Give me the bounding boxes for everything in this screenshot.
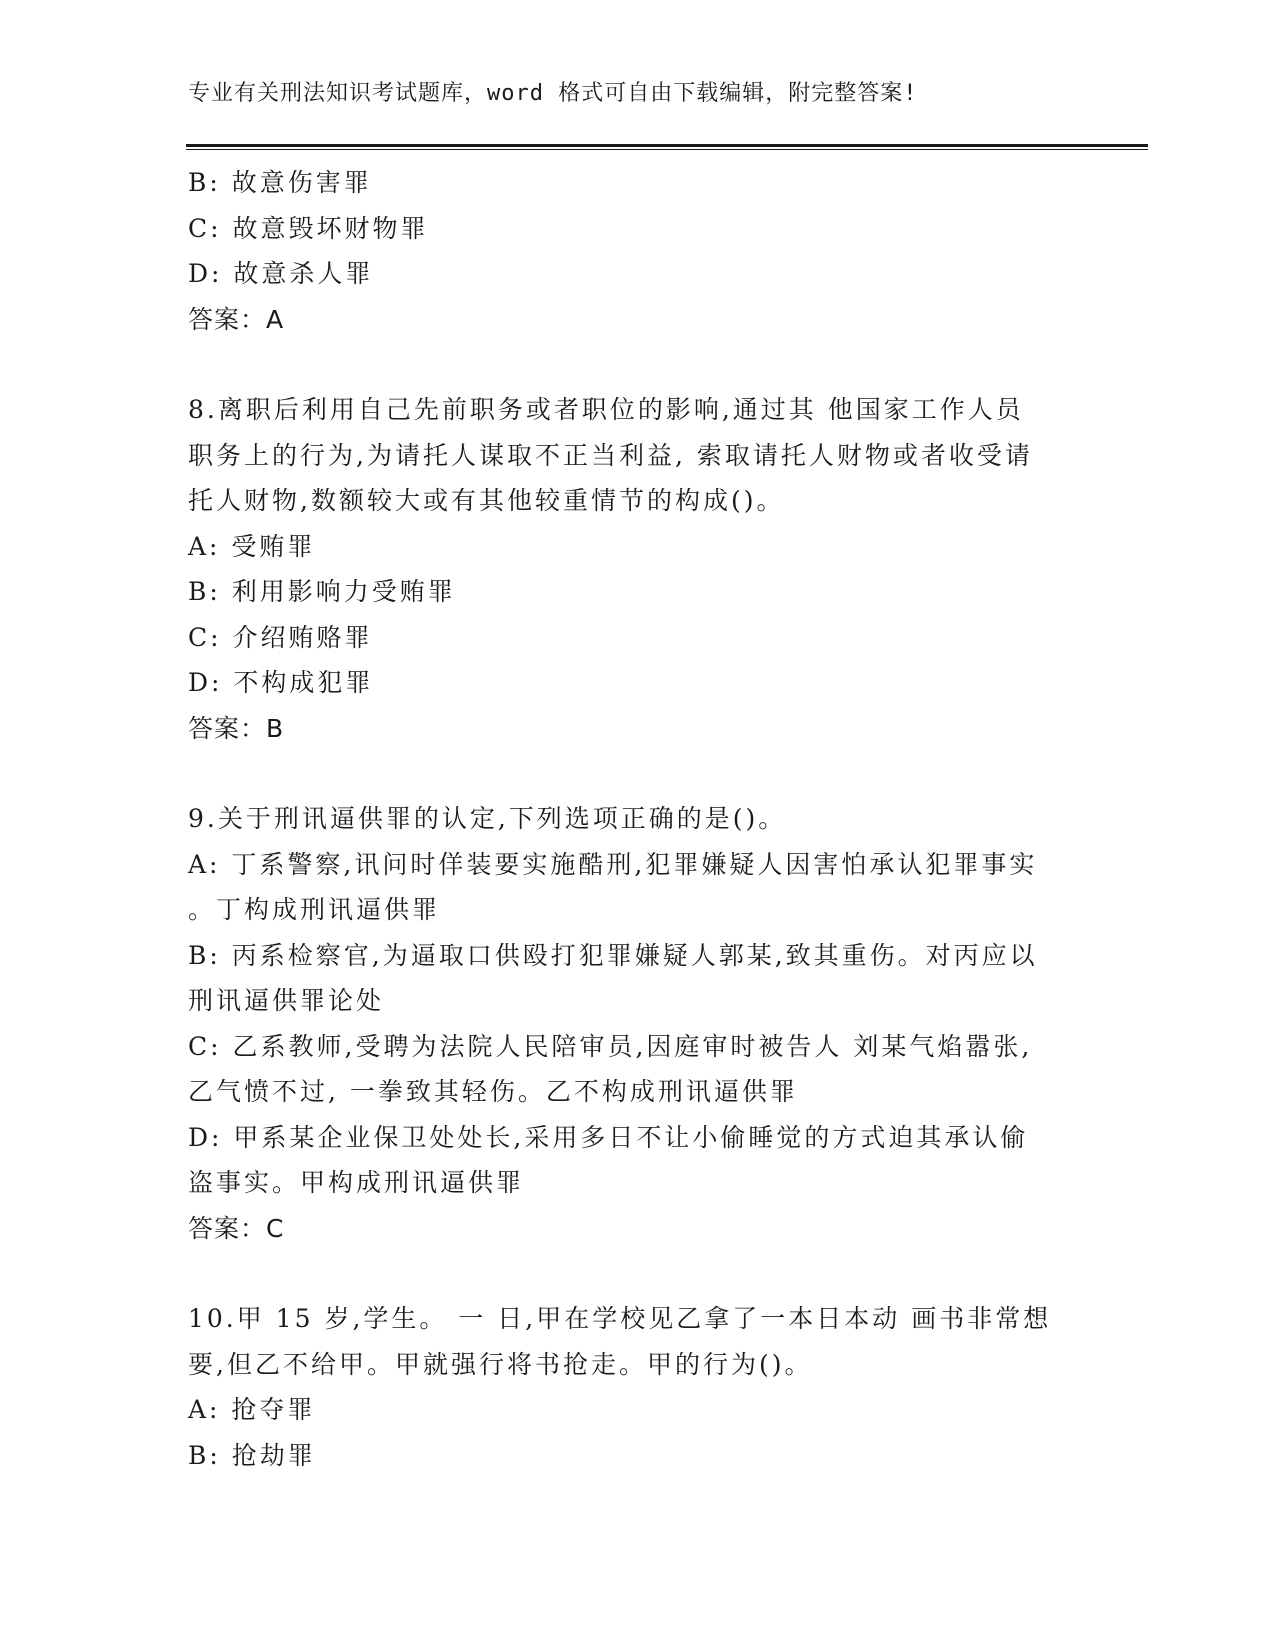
answer-line: 答案：B xyxy=(188,713,285,743)
header-rule-thick xyxy=(186,144,1148,147)
question-line: 要,但乙不给甲。甲就强行将书抢走。甲的行为()。 xyxy=(188,1349,813,1379)
question-block xyxy=(188,160,1088,342)
option-line: 。丁构成刑讯逼供罪 xyxy=(188,895,441,924)
option-line: 盗事实。甲构成刑讯逼供罪 xyxy=(188,1168,525,1197)
option-line: A: 受贿罪 xyxy=(188,531,316,561)
option-line: A: 丁系警察,讯问时佯装要实施酷刑,犯罪嫌疑人因害怕承认犯罪事实 xyxy=(188,849,1038,879)
option-line: D: 甲系某企业保卫处处长,采用多日不让小偷睡觉的方式迫其承认偷 xyxy=(188,1122,1029,1152)
question-line: 托人财物,数额较大或有其他较重情节的构成()。 xyxy=(188,486,785,515)
question-block xyxy=(188,387,1088,751)
option-line: 乙气愤不过, 一拳致其轻伤。乙不构成刑讯逼供罪 xyxy=(188,1077,798,1106)
option-line: B: 利用影响力受贿罪 xyxy=(188,577,456,606)
page-header: 专业有关刑法知识考试题库，word 格式可自由下载编辑，附完整答案! xyxy=(188,81,918,106)
option-line: C: 乙系教师,受聘为法院人民陪审员,因庭审时被告人 刘某气焰嚣张, xyxy=(188,1031,1033,1061)
question-line: 职务上的行为,为请托人谋取不正当利益, 索取请托人财物或者收受请 xyxy=(188,440,1033,470)
option-line: C: 介绍贿赂罪 xyxy=(188,622,373,652)
answer-line: 答案：C xyxy=(188,1213,285,1243)
answer-line: 答案：A xyxy=(188,304,285,334)
option-line: C: 故意毁坏财物罪 xyxy=(188,213,429,243)
header-rule-thin xyxy=(186,149,1148,150)
block-spacer xyxy=(188,1251,1088,1296)
option-line: B: 故意伤害罪 xyxy=(188,168,372,197)
question-line: 9.关于刑讯逼供罪的认定,下列选项正确的是()。 xyxy=(188,804,787,833)
option-line: D: 不构成犯罪 xyxy=(188,668,374,697)
question-block xyxy=(188,796,1088,1251)
question-block xyxy=(188,1296,1088,1478)
block-spacer xyxy=(188,751,1088,796)
option-line: B: 丙系检察官,为逼取口供殴打犯罪嫌疑人郭某,致其重伤。对丙应以 xyxy=(188,940,1038,970)
block-spacer xyxy=(188,342,1088,387)
option-line: D: 故意杀人罪 xyxy=(188,259,374,288)
question-content xyxy=(188,160,1088,1478)
option-line: 刑讯逼供罪论处 xyxy=(188,986,385,1015)
option-line: B: 抢劫罪 xyxy=(188,1440,316,1470)
question-line: 8.离职后利用自己先前职务或者职位的影响,通过其 他国家工作人员 xyxy=(188,395,1024,424)
option-line: A: 抢夺罪 xyxy=(188,1395,316,1424)
question-line: 10.甲 15 岁,学生。 一 日,甲在学校见乙拿了一本日本动 画书非常想 xyxy=(188,1304,1052,1333)
